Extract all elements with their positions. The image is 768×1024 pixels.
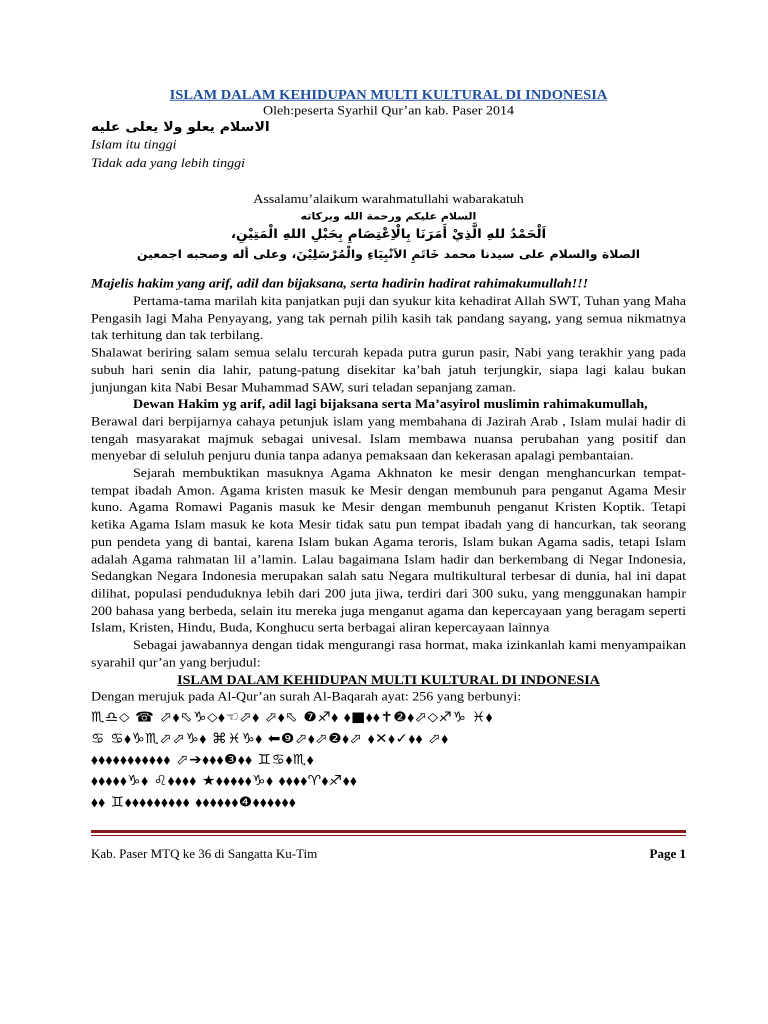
greeting-latin: Assalamu’alaikum warahmatullahi wabarakatuh bbox=[253, 192, 524, 207]
footer-left-text: Kab. Paser MTQ ke 36 di Sangatta Ku-Tim bbox=[91, 846, 318, 861]
motto-line-1: Islam itu tinggi bbox=[91, 138, 177, 153]
salutation-2: Dewan Hakim yg arif, adil lagi bijaksana serta Ma’asyirol muslimin rahimakumullah, bbox=[133, 398, 648, 412]
spacer bbox=[91, 264, 686, 275]
paragraph: Sebagai jawabannya dengan tidak mengurangi rasa hormat, maka izinkanlah kami menyampaikan syarahil qur’an yang berjudul: bbox=[91, 638, 686, 670]
shalawat-arabic: الصلاة والسلام على سيدنا محمد خَاتَمِ الاَنْبِيَاءِ والْمُرْسَلِيْنَ، وعلى أله وصحبه اجمعين bbox=[136, 247, 641, 261]
page-footer bbox=[91, 846, 686, 862]
paragraph: Sejarah membuktikan masuknya Agama Akhnaton ke mesir dengan menghancurkan tempat-tempat ibadah Amon. Agama kristen masuk ke Mesir dengan membunuh para penganut Agama Mesir kuno. Agama Romawi Paganis masuk ke Mesir dengan membunuh penganut Kristen Koptik. Tetapi ketika Agama Islam masuk ke kota Mesir tidak satu pun tempat ibadah yang di hancurkan, tak seorang pun pendeta yang di bantai, karena Islam bukan Agama teroris, Islam bukan Agama sadis, tetapi Islam adalah Agama rahmatan lil a’lamin. Lalau bagaimana Islam hadir dan berkembang di Negar Indonesia, Sedangkan Negara Indonesia merupakan salah satu Negara multikultural terbesar di dunia, hal ini dapat dilihat, populasi penduduknya lebih dari 200 juta jiwa, terdiri dari 300 suku, yang menggunakan hampir 200 bahasa yang berbeda, selain itu mereka juga menganut agama dan kepercayaan yang beragam seperti Islam, Kristen, Hindu, Buda, Konghucu serta berbagai aliran kepercayaan lainnya bbox=[91, 466, 686, 636]
quran-intro: Dengan merujuk pada Al-Qur’an surah Al-Baqarah ayat: 256 yang berbunyi: bbox=[91, 690, 522, 705]
footer-rule-thick bbox=[91, 830, 686, 833]
footer-rule-thin bbox=[91, 835, 686, 836]
paragraph: Shalawat beriring salam semua selalu tercurah kepada putra gurun pasir, Nabi yang terakhir yang pada subuh hari senin dia lahir, patung-patung disekitar ka’bah jatuh terjungkir, siapa lagi kalau bukan junjungan kita Nabi Besar Muhammad SAW, suri teladan sepanjang zaman. bbox=[91, 346, 686, 395]
salutation: Majelis hakim yang arif, adil dan bijaksana, serta hadirin hadirat rahimakumullah!!! bbox=[91, 277, 589, 292]
wingding-line: ♋ ♋⬧♑♏⬀⬀♑⬧ ⌘♓♑⬧ ⬅❾⬀⬧⬀❷⬧⬀ ⬧✕⬧✓⬧⬧ ⬀⬧ bbox=[91, 730, 449, 747]
greeting-arabic: السلام عليكم ورحمة الله وبركاته bbox=[300, 210, 477, 223]
byline: Oleh:peserta Syarhil Qur’an kab. Paser 2014 bbox=[263, 104, 514, 119]
wingding-line: ⬧⬧⬧⬧⬧♑⬧ ♌⬧⬧⬧⬧ ★⬧⬧⬧⬧⬧♑⬧ ⬧⬧⬧⬧♈⬧♐⬧⬧ bbox=[91, 772, 358, 790]
wingding-line: ⬧⬧⬧⬧⬧⬧⬧⬧⬧⬧⬧ ⬀➔⬧⬧⬧❸⬧⬧ ♊♋⬧♏⬧ bbox=[91, 751, 314, 768]
document-title: ISLAM DALAM KEHIDUPAN MULTI KULTURAL DI INDONESIA bbox=[169, 87, 608, 103]
arabic-motto: الاسلام يعلو ولا يعلى عليه bbox=[91, 120, 270, 135]
document-body bbox=[91, 86, 686, 813]
wingding-line: ♏♎⬦ ☎ ⬀⬧⬁♑⬦⬧☜⬀⬧ ⬀⬧⬁ ❼♐⬧ ⬧■⬧⬧✝❷⬧⬀⬦♐♑ ♓⬧ bbox=[91, 708, 493, 726]
wingding-line: ⬧⬧ ♊⬧⬧⬧⬧⬧⬧⬧⬧⬧ ⬧⬧⬧⬧⬧⬧❹⬧⬧⬧⬧⬧⬧ bbox=[91, 793, 297, 811]
hamdalah: اَلْحَمْدُ للهِ الَّذِيْ أَمَرَنَا بِالْاِعْتِصَامِ بِحَبْلِ اللهِ الْمَتِيْنِ، bbox=[230, 226, 547, 242]
paragraph: Pertama-tama marilah kita panjatkan puji dan syukur kita kehadirat Allah SWT, Tuhan yang Maha Pengasih lagi Maha Penyayang, yang tak pernah pilih kasih tak pandang sayang, yang semua nikmatnya tak terhitung dan tak terbilang. bbox=[91, 294, 686, 344]
sub-title: ISLAM DALAM KEHIDUPAN MULTI KULTURAL DI INDONESIA bbox=[177, 674, 600, 689]
motto-line-2: Tidak ada yang lebih tinggi bbox=[91, 156, 245, 171]
page-number: Page 1 bbox=[649, 846, 686, 861]
paragraph: Berawal dari berpijarnya cahaya petunjuk islam yang membahana di Jazirah Arab , Islam mulai hadir di tengah masyarakat majmuk sebagai univesal. Islam membawa nuansa perubahan yang positif dan menyebar di seluluh penjuru dunia tanpa adanya pemaksaan dan kekerasan apalagi pembantaian. bbox=[91, 415, 686, 464]
spacer bbox=[91, 173, 686, 190]
